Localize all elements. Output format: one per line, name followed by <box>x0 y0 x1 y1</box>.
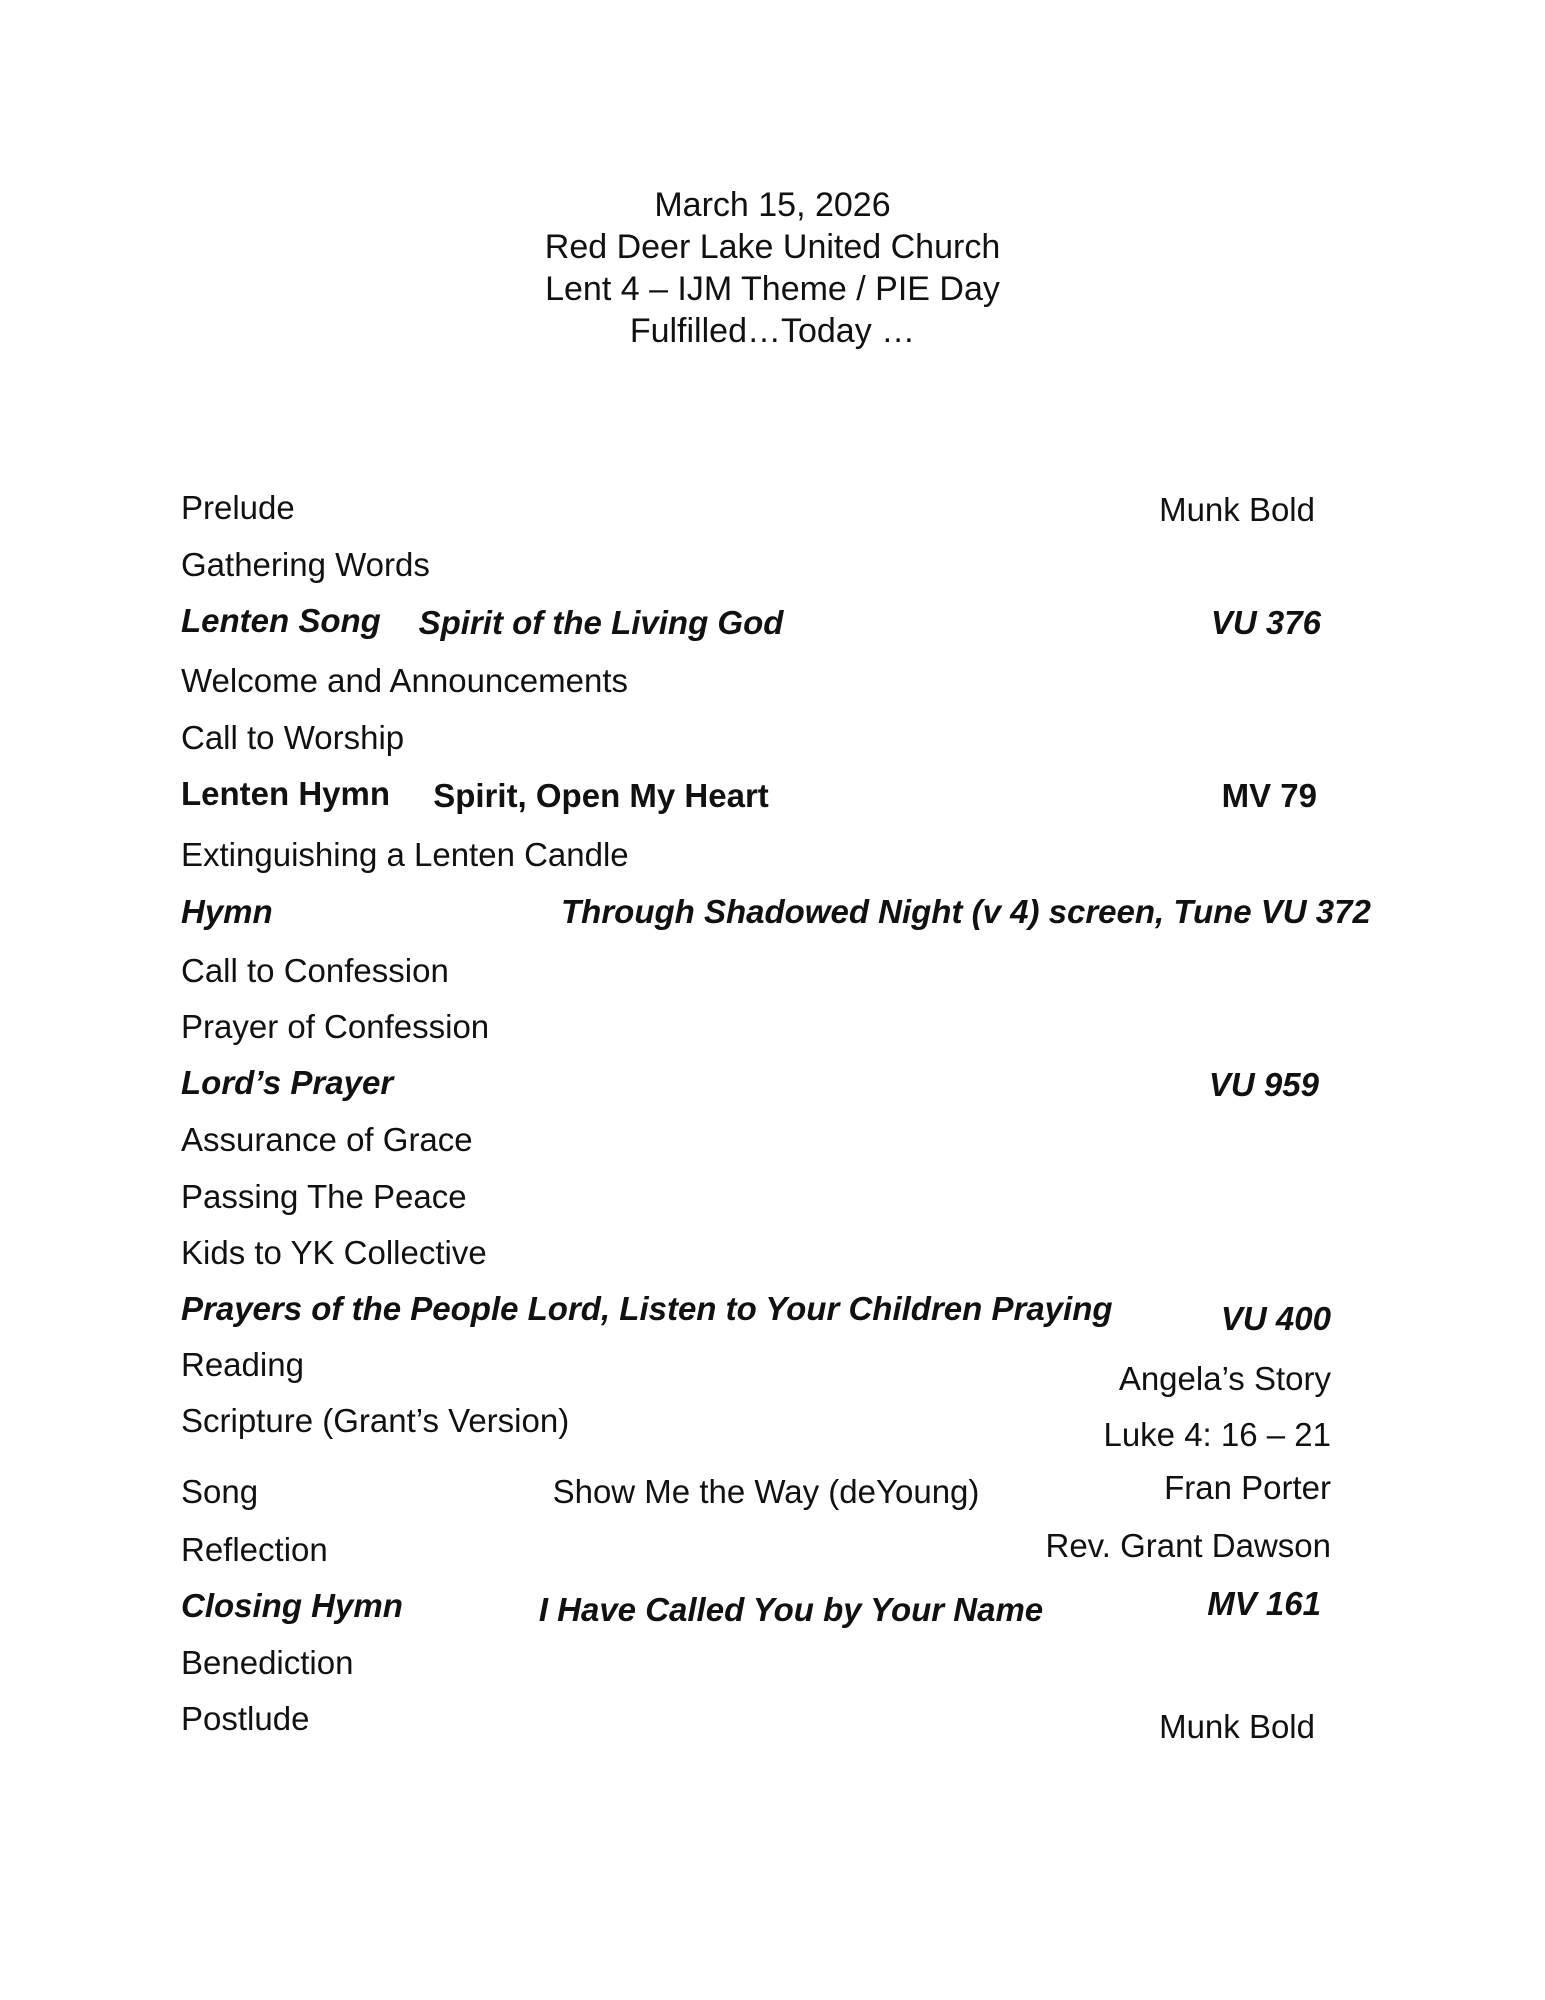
order-item-benediction <box>181 1641 1331 1685</box>
item-title: Through Shadowed Night (v 4) screen, Tune VU 372 <box>561 893 1371 930</box>
item-title: Spirit, Open My Heart <box>433 777 769 814</box>
item-label: Passing The Peace <box>181 1178 467 1215</box>
item-label: Kids to YK Collective <box>181 1234 487 1271</box>
item-label: Prayers of the People Lord, Listen to Your Children Praying <box>181 1290 1113 1327</box>
order-item-hymn <box>181 890 1371 934</box>
item-title: Spirit of the Living God <box>418 604 784 641</box>
order-item-kids-to-yk <box>181 1231 1331 1275</box>
order-item-scripture <box>181 1399 1331 1453</box>
item-ref: MV 79 <box>1221 777 1317 814</box>
item-label: Reading <box>181 1346 304 1383</box>
order-item-welcome <box>181 659 1331 703</box>
item-label: Assurance of Grace <box>181 1121 473 1158</box>
item-label: Scripture (Grant’s Version) <box>181 1402 570 1439</box>
order-item-prelude <box>181 486 1331 530</box>
item-label: Reflection <box>181 1531 328 1568</box>
item-label: Benediction <box>181 1644 354 1681</box>
item-title: I Have Called You by Your Name <box>538 1591 1044 1628</box>
item-ref: Munk Bold <box>1159 1708 1315 1745</box>
order-item-passing-the-peace <box>181 1175 1331 1219</box>
item-label: Closing Hymn <box>181 1587 403 1624</box>
item-label: Song <box>181 1473 259 1510</box>
item-label: Lord’s Prayer <box>181 1064 394 1101</box>
order-item-closing-hymn <box>181 1584 1331 1628</box>
item-label: Gathering Words <box>181 546 430 583</box>
item-ref: VU 400 <box>1220 1300 1331 1337</box>
order-item-prayer-of-confession <box>181 1005 1331 1049</box>
item-label: Call to Confession <box>181 952 449 989</box>
item-ref: Fran Porter <box>1164 1469 1331 1506</box>
order-item-song <box>181 1470 1331 1514</box>
service-date: March 15, 2026 <box>654 186 891 224</box>
order-item-reflection <box>181 1528 1331 1572</box>
order-item-postlude <box>181 1697 1331 1745</box>
order-item-lords-prayer <box>181 1061 1331 1105</box>
item-ref: Luke 4: 16 – 21 <box>1103 1416 1331 1453</box>
order-item-extinguishing-candle <box>181 833 1331 877</box>
church-name: Red Deer Lake United Church <box>544 228 1001 266</box>
item-label: Lenten Song <box>181 602 381 639</box>
item-label: Call to Worship <box>181 719 405 756</box>
order-item-lenten-song <box>181 599 1331 643</box>
item-ref: MV 161 <box>1207 1585 1321 1622</box>
order-item-assurance-of-grace <box>181 1118 1331 1162</box>
order-item-gathering-words <box>181 543 1331 587</box>
item-label: Welcome and Announcements <box>181 662 628 699</box>
item-ref: Angela’s Story <box>1118 1360 1331 1397</box>
order-item-call-to-worship <box>181 716 1331 760</box>
bulletin-header <box>0 184 1545 352</box>
item-ref: VU 959 <box>1208 1066 1319 1103</box>
item-ref: Munk Bold <box>1159 491 1315 528</box>
item-label: Hymn <box>181 893 273 930</box>
order-item-prayers-of-the-people <box>181 1287 1331 1337</box>
item-ref: Rev. Grant Dawson <box>1045 1527 1331 1564</box>
item-label: Prayer of Confession <box>181 1008 490 1045</box>
item-label: Prelude <box>181 489 295 526</box>
order-item-call-to-confession <box>181 949 1331 993</box>
item-label: Lenten Hymn <box>181 775 391 812</box>
item-label: Postlude <box>181 1700 310 1737</box>
item-ref: VU 376 <box>1210 604 1321 641</box>
item-label: Extinguishing a Lenten Candle <box>181 836 629 873</box>
item-title: Show Me the Way (deYoung) <box>552 1473 980 1510</box>
order-item-lenten-hymn <box>181 772 1331 816</box>
order-item-reading <box>181 1343 1331 1397</box>
service-occasion: Lent 4 – IJM Theme / PIE Day <box>545 270 1000 308</box>
service-theme: Fulfilled…Today … <box>629 312 916 350</box>
